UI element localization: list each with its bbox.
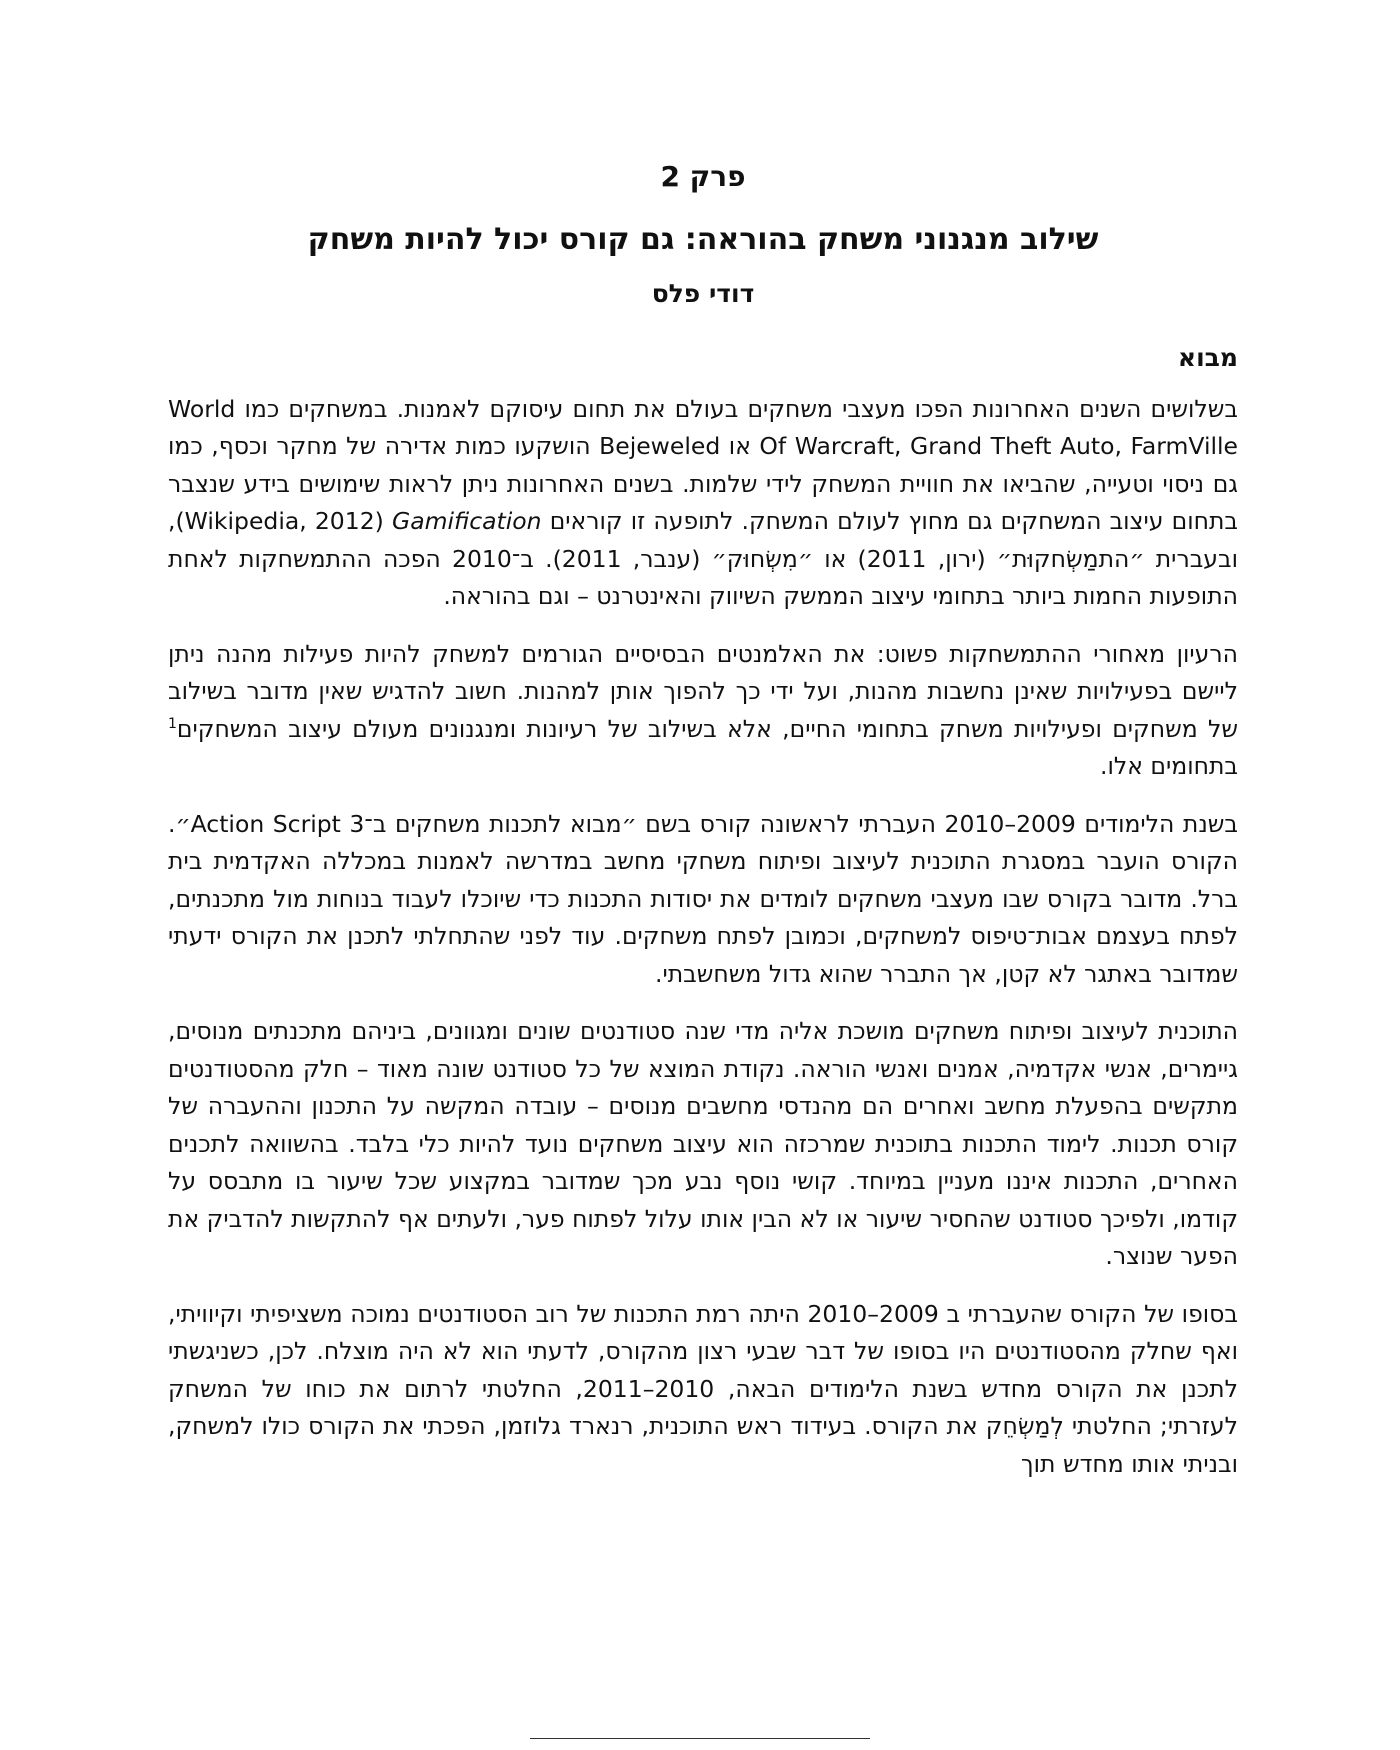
paragraph-2-text-a: הרעיון מאחורי ההתמשחקות פשוט: את האלמנטים הבסיסיים הגורמים למשחק להיות פעילות מהנה ניתן ליישם בפעילויות שאינן נחשבות מהנות, ועל ידי כך להפוך אותן למהנות. חשוב להדגיש שאין מדובר בשילוב של משחקים ופעילויות משחק בתחומי החיים, אלא בשילוב של רעיונות ומנגנונים מעולם עיצוב המשחקים [168, 639, 1238, 743]
chapter-title: שילוב מנגנוני משחק בהוראה: גם קורס יכול להיות משחק [307, 221, 1099, 257]
gamification-term: Gamification [391, 507, 542, 536]
paragraph-5: בסופו של הקורס שהעברתי ב 2009–2010 היתה רמת התכנות של רוב הסטודנטים נמוכה משציפיתי וקיוויתי, ואף שחלק מהסטודנטים היו בסופו של דבר שבעי רצון מהקורס, לדעתי הוא לא היה מוצלח. לכן, כשניגשתי לתכנן את הקורס מחדש בשנת הלימודים הבאה, 2010–2011, החלטתי לרתום את כוחו של המשחק לעזרתי; החלטתי לְמַשְׂחֵק את הקורס. בעידוד ראש התוכנית, רנארד גלוזמן, הפכתי את הקורס כולו למשחק, ובניתי אותו מחדש תוך [168, 1299, 1239, 1478]
author-name: דודי פלס [651, 278, 755, 308]
paragraph-1 [168, 391, 1238, 616]
paragraph-2 [168, 636, 1238, 786]
paragraph-1-text-b: (Wikipedia, 2012), ובעברית ״התמַשְׂחקוּת״ (ירון, 2011) או ״מִשְׂחוּק״ (ענבר, 2011). ב־2010 הפכה ההתמשחקות לאחת התופעות החמות ביותר בתחומי עיצוב הממשק השיווק והאינטרנט – וגם בהוראה. [168, 507, 1238, 611]
footnote-reference[interactable]: 1 [168, 715, 177, 732]
footnote-divider [530, 1738, 870, 1739]
paragraph-4: התוכנית לעיצוב ופיתוח משחקים מושכת אליה מדי שנה סטודנטים שונים ומגוונים, ביניהם מתכנתים מנוסים, גיימרים, אנשי אקדמיה, אמנים ואנשי הוראה. נקודת המוצא של כל סטודנט שונה מאוד – חלק מהסטודנטים מתקשים בהפעלת מחשב ואחרים הם מהנדסי מחשבים מנוסים – עובדה המקשה על התכנון וההעברה של קורס תכנות. לימוד התכנות בתוכנית שמרכזה הוא עיצוב משחקים נועד להיות כלי בלבד. בהשוואה לתכנים האחרים, התכנות איננו מעניין במיוחד. קושי נוסף נבע מכך שמדובר במקצוע שכל שיעור בו מתבסס על קודמו, ולפיכך סטודנט שהחסיר שיעור או לא הבין אותו עלול לפתוח פער, ולעתים אף להתקשות להדביק את הפער שנוצר. [168, 1017, 1238, 1271]
paragraph-3: בשנת הלימודים 2009–2010 העברתי לראשונה קורס בשם ״מבוא לתכנות משחקים ב־Action Script 3״. הקורס הועבר במסגרת התוכנית לעיצוב ופיתוח משחקי מחשב במדרשה לאמנות במכללה האקדמית בית ברל. מדובר בקורס שבו מעצבי משחקים לומדים את יסודות התכנות כדי שיוכלו לעבוד בנוחות מול מתכנתים, לפתח בעצמם אבות־טיפוס למשחקים, וכמובן לפתח משחקים. עוד לפני שהתחלתי לתכנן את הקורס ידעתי שמדובר באתגר לא קטן, אך התברר שהוא גדול משחשבתי. [168, 809, 1238, 988]
chapter-label: פרק 2 [660, 160, 746, 193]
section-heading-intro: מבוא [1177, 342, 1238, 372]
paragraph-1-text-a: בשלושים השנים האחרונות הפכו מעצבי משחקים בעולם את תחום עיסוקם לאמנות. במשחקים כמו World Of Warcraft, Grand Theft Auto, FarmVille או Bejeweled הושקעו כמות אדירה של מחקר וכסף, כמו גם ניסוי וטעייה, שהביאו את חוויית המשחק לידי שלמות. בשנים האחרונות ניתן לראות שימושים בידע שנצבר בתחום עיצוב המשחקים גם מחוץ לעולם המשחק. לתופעה זו קוראים [168, 394, 1238, 536]
paragraph-2-text-b: בתחומים אלו. [1099, 752, 1238, 781]
page-content [168, 160, 1238, 1503]
